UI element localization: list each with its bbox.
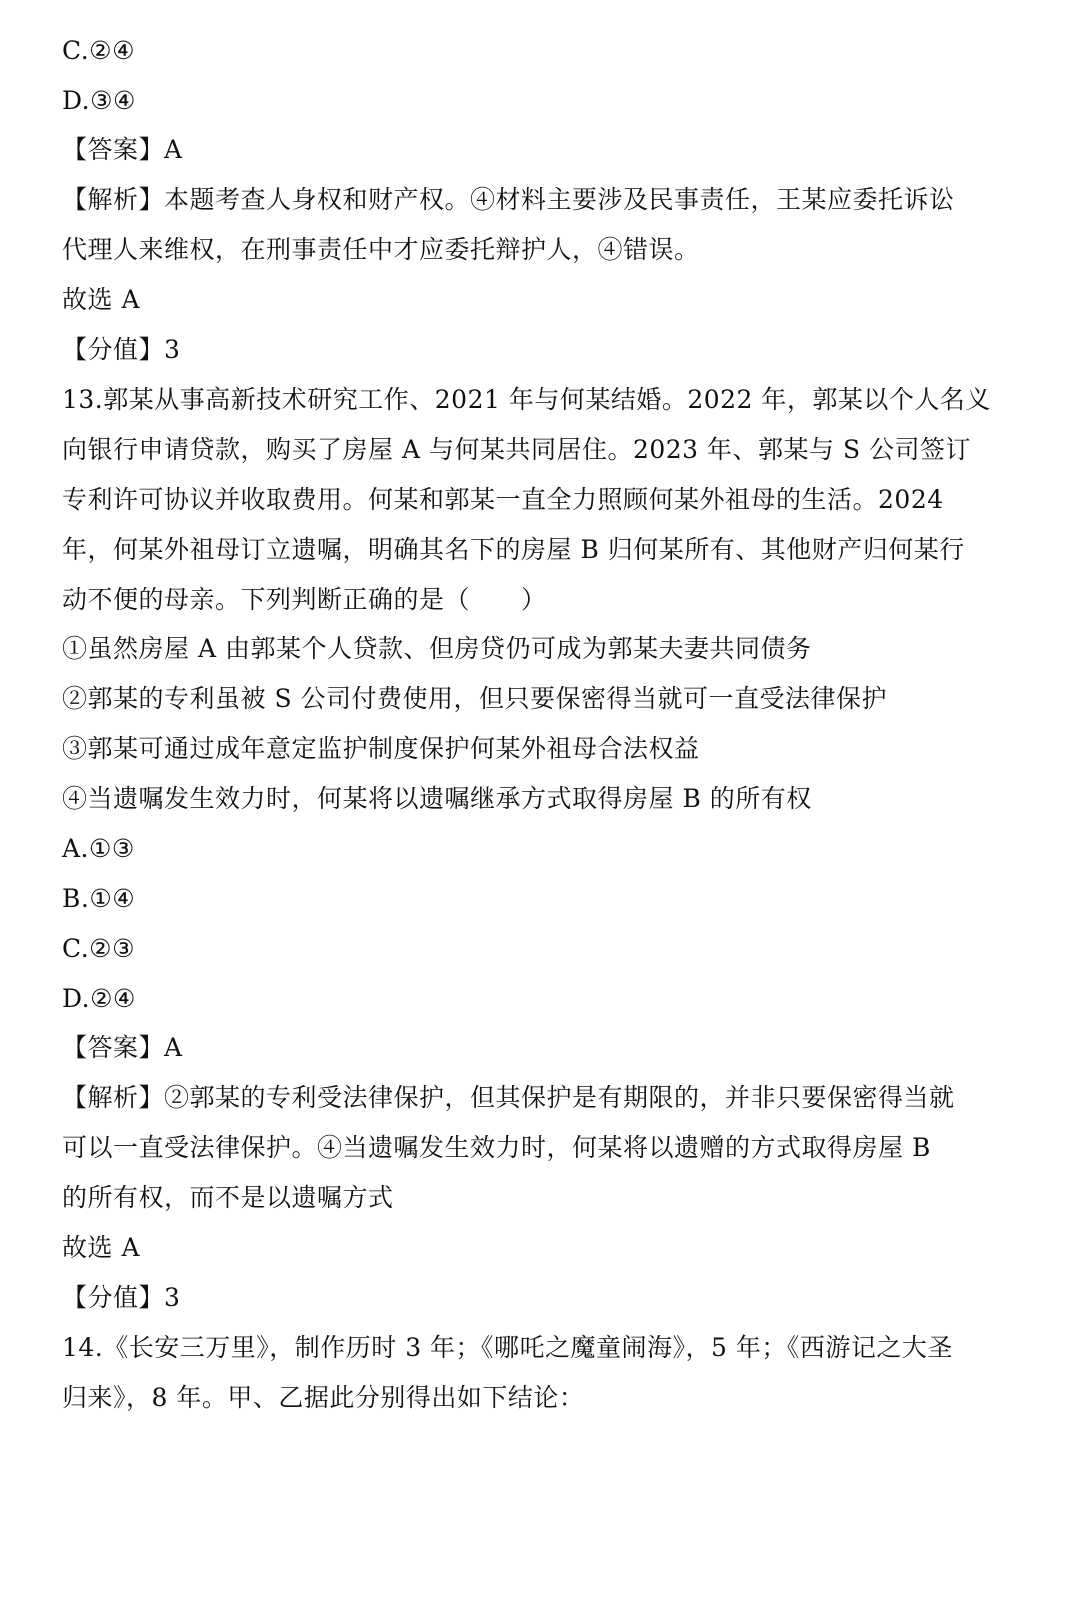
q13-option-d: D.②④ [62,984,136,1013]
q12-analysis-line1: 【解析】本题考查人身权和财产权。④材料主要涉及民事责任，王某应委托诉讼 [62,185,955,214]
q13-score: 【分值】3 [62,1283,181,1312]
q13-statement-4: ④当遗嘱发生效力时，何某将以遗嘱继承方式取得房屋 B 的所有权 [62,784,812,813]
q12-option-c: C.②④ [62,36,136,65]
q13-stem-line5: 动不便的母亲。下列判断正确的是（ ） [62,585,547,614]
q13-stem-line4: 年，何某外祖母订立遗嘱，明确其名下的房屋 B 归何某所有、其他财产归何某行 [62,535,965,564]
q12-score: 【分值】3 [62,335,181,364]
q13-stem-line1: 13.郭某从事高新技术研究工作、2021 年与何某结婚。2022 年，郭某以个人名义 [62,385,991,414]
q13-statement-3: ③郭某可通过成年意定监护制度保护何某外祖母合法权益 [62,734,700,763]
q13-analysis-line3: 的所有权，而不是以遗嘱方式 [62,1183,394,1212]
q12-answer: 【答案】A [62,135,183,164]
q12-option-d: D.③④ [62,86,136,115]
q13-analysis-line1: 【解析】②郭某的专利受法律保护，但其保护是有期限的，并非只要保密得当就 [62,1083,955,1112]
q13-statement-1: ①虽然房屋 A 由郭某个人贷款、但房贷仍可成为郭某夫妻共同债务 [62,634,812,663]
q13-answer: 【答案】A [62,1033,183,1062]
q13-stem-line3: 专利许可协议并收取费用。何某和郭某一直全力照顾何某外祖母的生活。2024 [62,485,944,514]
q13-statement-2: ②郭某的专利虽被 S 公司付费使用，但只要保密得当就可一直受法律保护 [62,684,888,713]
q14-stem-line1: 14.《长安三万里》，制作历时 3 年；《哪吒之魔童闹海》，5 年；《西游记之大圣 [62,1333,953,1362]
q13-option-c: C.②③ [62,934,136,963]
q13-stem-line2: 向银行申请贷款，购买了房屋 A 与何某共同居住。2023 年、郭某与 S 公司签订 [62,435,972,464]
q13-analysis-line2: 可以一直受法律保护。④当遗嘱发生效力时，何某将以遗赠的方式取得房屋 B [62,1133,931,1162]
q14-stem-line2: 归来》，8 年。甲、乙据此分别得出如下结论： [62,1383,585,1412]
q13-conclusion: 故选 A [62,1233,141,1262]
q12-conclusion: 故选 A [62,285,141,314]
q13-option-a: A.①③ [62,834,135,863]
q13-option-b: B.①④ [62,884,136,913]
q12-analysis-line2: 代理人来维权，在刑事责任中才应委托辩护人，④错误。 [62,235,700,264]
